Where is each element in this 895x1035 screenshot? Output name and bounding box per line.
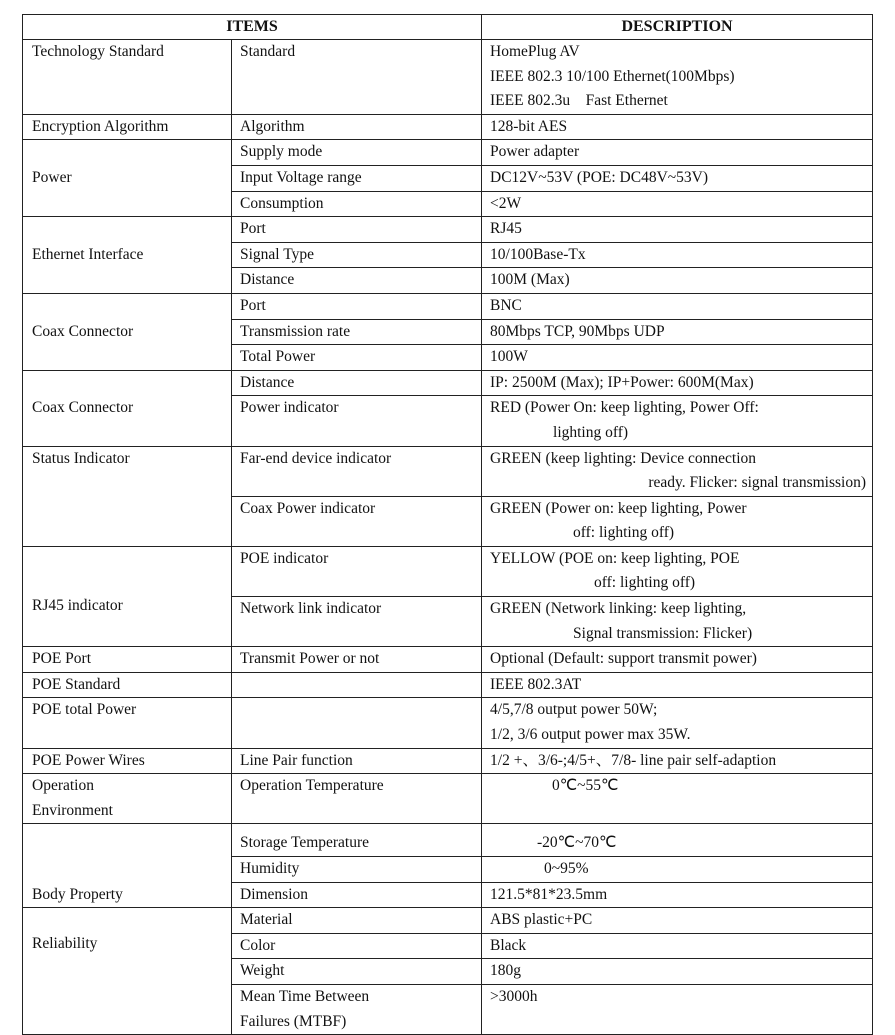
item-cell: Total Power [232,345,482,371]
item-cell: Transmission rate [232,319,482,345]
description-cell [482,546,873,596]
description-line: HomePlug AV [490,43,580,60]
description-cell [482,597,873,647]
description-cell: 180g [482,959,873,985]
item-cell: Standard [232,40,482,115]
category-cell: Body Property [23,824,232,908]
item-cell: Coax Power indicator [232,496,482,546]
item-cell [232,984,482,1034]
description-cell: <2W [482,191,873,217]
description-cell: Power adapter [482,140,873,166]
description-cell: 100W [482,345,873,371]
description-line: IEEE 802.3u Fast Ethernet [490,92,668,110]
category-cell: Encryption Algorithm [23,114,232,140]
description-cell: >3000h [482,984,873,1034]
item-line: Mean Time Between [240,987,370,1005]
description-cell [482,446,873,496]
description-cell: Black [482,933,873,959]
item-cell: Distance [232,268,482,294]
item-line: Failures (MTBF) [240,1012,347,1030]
description-cell: -20℃~70℃ [482,824,873,857]
table-row [23,114,873,140]
description-cell: Optional (Default: support transmit power) [482,647,873,673]
category-cell: Power [23,140,232,217]
header-row [23,15,873,40]
item-cell: Network link indicator [232,597,482,647]
description-cell: 100M (Max) [482,268,873,294]
category-cell: POE total Power [23,698,232,748]
description-cell: 10/100Base-Tx [482,242,873,268]
description-line: IEEE 802.3 10/100 Ethernet(100Mbps) [490,67,735,85]
category-cell: Ethernet Interface [23,217,232,294]
category-cell: RJ45 indicator [23,546,232,646]
item-cell: Signal Type [232,242,482,268]
description-cell: 0~95% [482,857,873,883]
table-row [23,140,873,166]
description-cell: IP: 2500M (Max); IP+Power: 600M(Max) [482,370,873,396]
item-cell: POE indicator [232,546,482,596]
description-cell: DC12V~53V (POE: DC48V~53V) [482,165,873,191]
table-row [23,217,873,243]
description-cell [482,396,873,446]
category-line: Operation [32,777,94,795]
table-row [23,748,873,774]
table-row [23,672,873,698]
table-row [23,824,873,857]
table-row [23,40,873,115]
table-row [23,908,873,934]
category-cell: Coax Connector [23,293,232,370]
category-cell: POE Power Wires [23,748,232,774]
description-cell: BNC [482,293,873,319]
description-cell: ABS plastic+PC [482,908,873,934]
category-cell: Status Indicator [23,446,232,546]
description-cell: 121.5*81*23.5mm [482,882,873,908]
description-cell: 0℃~55℃ [482,774,873,824]
category-line: Environment [32,801,113,819]
description-line: RED (Power On: keep lighting, Power Off: [490,399,759,417]
table-row [23,698,873,748]
description-cell: RJ45 [482,217,873,243]
description-line: GREEN (keep lighting: Device connection [490,449,757,467]
table-row [23,293,873,319]
item-cell: Consumption [232,191,482,217]
category-cell: POE Standard [23,672,232,698]
item-cell: Algorithm [232,114,482,140]
description-cell [482,496,873,546]
item-cell: Power indicator [232,396,482,446]
description-line: off: lighting off) [594,574,696,592]
item-cell: Dimension [232,882,482,908]
category-cell: Reliability [23,908,232,1035]
spec-table [22,14,873,1035]
item-cell: Port [232,217,482,243]
item-cell: Port [232,293,482,319]
description-cell [482,698,873,748]
item-cell: Supply mode [232,140,482,166]
table-row [23,774,873,824]
item-cell [232,698,482,748]
description-line: off: lighting off) [573,524,675,542]
description-cell: 1/2 +、3/6-;4/5+、7/8- line pair self-adaption [482,748,873,774]
category-cell: POE Port [23,647,232,673]
description-line: YELLOW (POE on: keep lighting, POE [490,549,740,567]
item-cell: Color [232,933,482,959]
description-line: Signal transmission: Flicker) [573,624,753,642]
item-cell: Transmit Power or not [232,647,482,673]
description-cell: 80Mbps TCP, 90Mbps UDP [482,319,873,345]
description-line: GREEN (Network linking: keep lighting, [490,600,747,618]
table-row [23,370,873,396]
table-row [23,446,873,496]
item-cell: Material [232,908,482,934]
item-cell [232,672,482,698]
description-header: DESCRIPTION [482,15,873,40]
item-cell: Far-end device indicator [232,446,482,496]
category-cell: Coax Connector [23,370,232,446]
table-row [23,546,873,596]
item-cell: Storage Temperature [232,824,482,857]
item-cell: Operation Temperature [232,774,482,824]
description-line: GREEN (Power on: keep lighting, Power [490,499,747,517]
item-cell: Distance [232,370,482,396]
description-line: 1/2, 3/6 output power max 35W. [490,726,691,744]
table-row [23,647,873,673]
description-line: ready. Flicker: signal transmission) [648,474,867,492]
category-cell: Technology Standard [23,40,232,115]
item-cell: Input Voltage range [232,165,482,191]
item-cell: Humidity [232,857,482,883]
description-line: lighting off) [553,423,629,441]
items-header: ITEMS [23,15,482,40]
category-cell [23,774,232,824]
description-cell [482,40,873,115]
description-cell: IEEE 802.3AT [482,672,873,698]
item-cell: Line Pair function [232,748,482,774]
item-cell: Weight [232,959,482,985]
description-line: 4/5,7/8 output power 50W; [490,701,658,719]
description-cell: 128-bit AES [482,114,873,140]
